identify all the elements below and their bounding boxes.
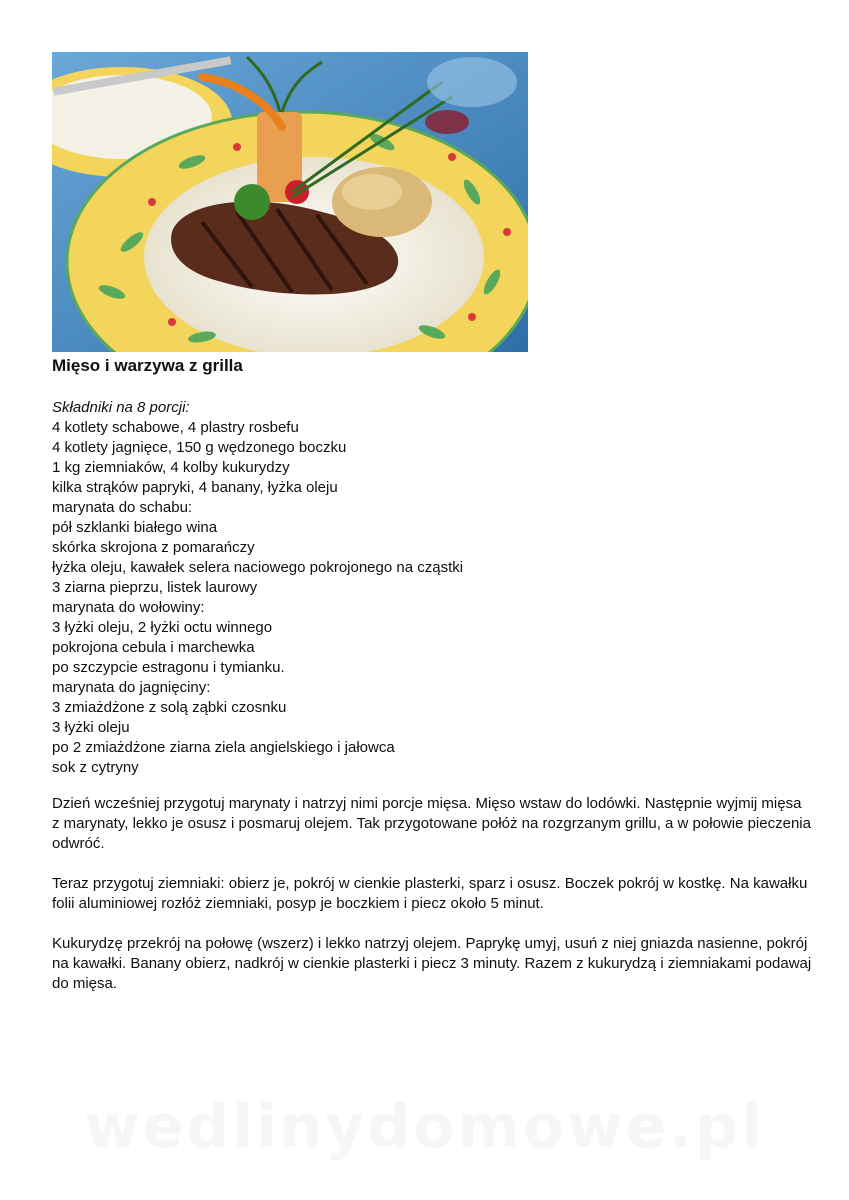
dish-photo (52, 52, 528, 352)
ingredient-line: po 2 zmiażdżone ziarna ziela angielskiego i jałowca (52, 739, 395, 756)
step-paragraph: Teraz przygotuj ziemniaki: obierz je, pokrój w cienkie plasterki, sparz i osusz. Boczek pokrój w kostkę. Na kawałku folii aluminiowej rozłóż ziemniaki, posyp je boczkiem i piecz około 5 minut. (52, 875, 808, 912)
ingredient-line: 4 kotlety schabowe, 4 plastry rosbefu (52, 419, 299, 436)
ingredient-line: 3 łyżki oleju, 2 łyżki octu winnego (52, 619, 273, 636)
ingredient-line: marynata do jagnięciny: (52, 679, 211, 696)
ingredients-heading: Składniki na 8 porcji: (52, 399, 190, 416)
ingredient-line: marynata do schabu: (52, 499, 193, 516)
ingredient-line: sok z cytryny (52, 759, 139, 776)
ingredient-line: marynata do wołowiny: (52, 599, 205, 616)
ingredient-line: 4 kotlety jagnięce, 150 g wędzonego boczku (52, 439, 347, 456)
ingredient-line: po szczypcie estragonu i tymianku. (52, 659, 285, 676)
ingredient-line: 3 zmiażdżone z solą ząbki czosnku (52, 699, 287, 716)
ingredient-line: kilka strąków papryki, 4 banany, łyżka oleju (52, 479, 338, 496)
ingredient-line: pokrojona cebula i marchewka (52, 639, 255, 656)
ingredient-line: łyżka oleju, kawałek selera naciowego pokrojonego na cząstki (52, 559, 464, 576)
preparation-steps (52, 794, 812, 1014)
ingredient-line: skórka skrojona z pomarańczy (52, 539, 255, 556)
ingredient-line: pół szklanki białego wina (52, 519, 218, 536)
step-paragraph: Kukurydzę przekrój na połowę (wszerz) i lekko natrzyj olejem. Paprykę umyj, usuń z niej gniazda nasienne, pokrój na kawałki. Banany obierz, nadkrój w cienkie plasterki i piecz 3 minuty. Razem z kukurydzą i ziemniakami podawaj do mięsa. (52, 935, 812, 992)
ingredient-line: 3 łyżki oleju (52, 719, 130, 736)
step-paragraph: Dzień wcześniej przygotuj marynaty i natrzyj nimi porcje mięsa. Mięso wstaw do lodówki. Następnie wyjmij mięsa z marynaty, lekko je osusz i posmaruj olejem. Tak przygotowane połóż na rozgrzanym grillu, a w połowie pieczenia odwróć. (52, 795, 811, 852)
ingredient-line: 3 ziarna pieprzu, listek laurowy (52, 579, 258, 596)
grilled-meat-plate-image (52, 52, 528, 352)
site-watermark: wedlinydomowe.pl (84, 1092, 765, 1162)
ingredients-list (52, 398, 463, 778)
ingredient-line: 1 kg ziemniaków, 4 kolby kukurydzy (52, 459, 290, 476)
recipe-title: Mięso i warzywa z grilla (52, 356, 243, 375)
